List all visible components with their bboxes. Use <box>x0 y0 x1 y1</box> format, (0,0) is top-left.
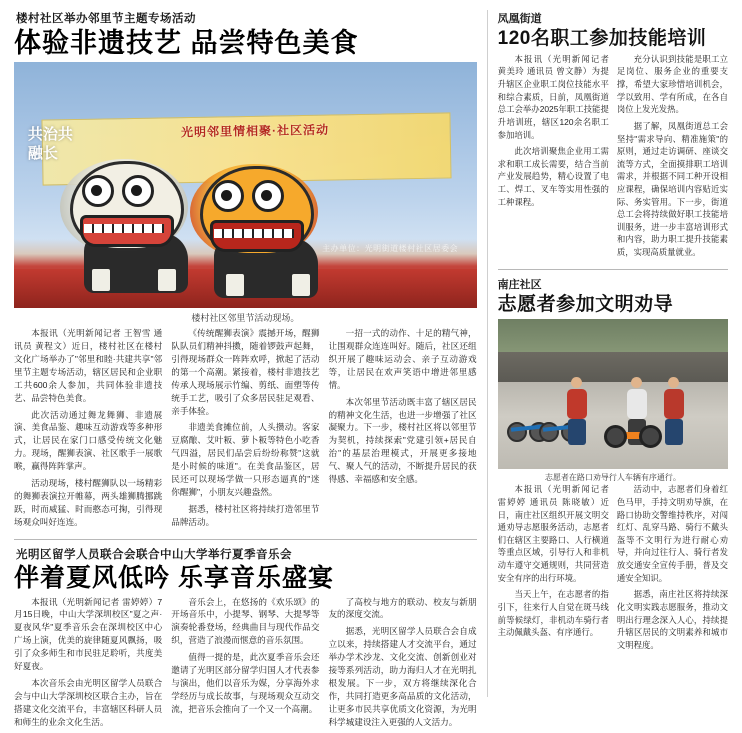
article-body-columns <box>14 327 477 532</box>
article-summer-concert <box>14 546 477 733</box>
body-column-1 <box>498 483 609 655</box>
paragraph: 非遗美食摊位前，人头攒动。客家豆腐酿、艾叶粄、萝卜粄等特色小吃香气四溢，居民们品尝后纷纷称赞"这就是小时候的味道"。在美食品鉴区，居民还可以现场学做一只形态逼真的"迷你醒狮"，小朋友兴趣盎然。 <box>171 422 320 497</box>
person-head <box>571 377 582 388</box>
article-photo-block <box>14 62 477 324</box>
article-headline: 志愿者参加文明劝导 <box>497 293 674 315</box>
article-headline: 体验非遗技艺 品尝特色美食 <box>14 28 359 58</box>
paragraph: 值得一提的是，此次夏季音乐会还邀请了光明区部分留学归国人才代表参与演出，他们以音乐为媒，分享海外求学经历与成长故事，与现场观众互动交流，把音乐会推向了一个又一个高潮。 <box>171 652 320 714</box>
lion-leg <box>224 272 246 298</box>
lion-dance-photo <box>14 62 477 308</box>
paragraph: 本次音乐会由光明区留学人员联合会与中山大学深圳校区联合主办，旨在搭建文化交流平台，丰富辖区科研人员和师生的业余文化生活。 <box>14 677 163 727</box>
paragraph: 本报讯（光明新闻记者 王智雪 通讯员 黄程文）近日，楼村社区在楼村文化广场举办了"邻里和睦·共建共享"邻里节主题专场活动，辖区居民和企业职工共600余人参加，共同体验非遗技艺、品尝特色美食。 <box>14 328 163 403</box>
body-column-1 <box>14 327 162 532</box>
body-column-2 <box>171 596 319 733</box>
right-column <box>487 10 728 697</box>
paragraph: 据悉，楼村社区将持续打造邻里节品牌活动。 <box>171 503 320 527</box>
paragraph: 充分认识到技能是职工立足岗位、服务企业的重要支撑，希望大家珍惜培训机会，学以致用、学有所成，在各自岗位上发光发热。 <box>616 53 728 115</box>
article-kicker: 楼村社区举办邻里节主题专场活动 <box>16 13 196 25</box>
article-kicker: 光明区留学人员联合会联合中山大学举行夏季音乐会 <box>16 548 292 561</box>
lion-costume-white <box>60 143 210 293</box>
left-column <box>14 10 477 727</box>
paragraph: 据了解，凤凰街道总工会坚持"需求导向、精准施策"的原则，通过走访调研、座谈交流等方式，全面摸排职工培训需求，并根据不同工种开设相应课程，确保培训内容贴近实际、务实管用。下一步，街道总工会将持续做好职工技能培训服务，进一步丰富培训形式和内容，助力职工提升技能素质，实现高质量就业。 <box>616 120 728 257</box>
body-column-2 <box>617 483 728 655</box>
paragraph: 活动现场，楼村醒狮队以一场精彩的舞狮表演拉开帷幕，两头雄狮腾挪跳跃，时而威猛、时而憨态可掬，引得现场观众叫好连连。 <box>14 478 163 527</box>
article-nanzhuang-volunteers <box>498 276 728 656</box>
body-column-3 <box>328 596 476 733</box>
paragraph: 一招一式的动作、十足的精气神，让围观群众连连叫好。随后，社区还组织开展了趣味运动会、亲子互动游戏等，让居民在欢声笑语中增进邻里感情。 <box>328 328 477 390</box>
stage-side-text: 共治共融长 <box>27 126 73 162</box>
lion-leg <box>290 272 312 298</box>
person-head <box>631 377 642 388</box>
scooter-wheel <box>639 425 662 448</box>
section-divider <box>14 539 477 540</box>
paragraph: 《传统醒狮表演》震撼开场，醒狮队队员们精神抖擞，随着锣鼓声起舞，引得现场群众一阵阵欢呼，掀起了活动的第一个高潮。紧接着，楼村非遗技艺传承人现场展示竹编、剪纸、面塑等传统手工艺，吸引了众多居民驻足观看、亲手体验。 <box>171 328 320 416</box>
paragraph: 音乐会上，在悠扬的《欢乐颂》的开场音乐中，小提琴、钢琴、大提琴等演奏轮番登场，经典曲目与现代作品交织，营造了浪漫而惬意的音乐氛围。 <box>171 596 320 646</box>
paragraph: 此次培训聚焦企业用工需求和职工成长需要，结合当前产业发展趋势，精心设置了电工、焊工、叉车等实用性强的工种课程。 <box>497 146 609 207</box>
photo-credit: 主办单位：光明街道楼村社区居委会 <box>322 244 459 254</box>
article-kicker: 凤凰街道 <box>497 13 542 25</box>
body-column-2 <box>171 327 319 532</box>
photo-caption: 志愿者在路口劝导行人车辆有序通行。 <box>544 473 681 483</box>
volunteer-person <box>664 377 684 445</box>
lion-eye-left <box>212 180 244 212</box>
person-vest <box>567 389 587 419</box>
lion-eye-right <box>252 180 284 212</box>
lion-teeth <box>214 229 294 238</box>
scooter-wheel <box>604 425 627 448</box>
article-louncun-neighborhood-festival <box>14 10 477 533</box>
article-headline: 伴着夏风低吟 乐享音乐盛宴 <box>14 563 334 592</box>
person-legs <box>568 419 586 445</box>
photo-caption: 楼村社区邻里节活动现场。 <box>191 313 300 324</box>
lion-costume-orange <box>190 148 340 298</box>
body-column-1 <box>14 596 162 733</box>
lion-teeth <box>84 224 164 233</box>
paragraph: 活动中，志愿者们身着红色马甲，手持文明劝导旗，在路口协助交警维持秩序，对闯红灯、乱穿马路、骑行不戴头盔等不文明行为进行耐心劝导，并向过往行人、骑行者发放交通安全宣传手册，普及交通安全知识。 <box>616 484 728 583</box>
article-headline: 120名职工参加技能培训 <box>497 28 707 49</box>
section-divider <box>498 269 728 270</box>
volunteer-person <box>567 377 587 445</box>
body-column-1 <box>498 53 609 263</box>
body-column-2 <box>617 53 728 263</box>
body-column-3 <box>328 327 476 532</box>
lion-leg <box>156 267 178 293</box>
paragraph: 当天上午，在志愿者的指引下，往来行人自觉在斑马线前等候绿灯，非机动车骑行者主动佩戴头盔、有序通行。 <box>497 589 609 638</box>
electric-scooter <box>604 414 664 448</box>
volunteer-street-photo <box>498 319 728 469</box>
stage-banner-text: 光明邻里情相聚·社区活动 <box>180 123 329 140</box>
article-body-columns <box>498 483 728 655</box>
paragraph: 据悉，光明区留学人员联合会自成立以来，持续搭建人才交流平台，通过举办学术沙龙、文化交流、创新创业对接等系列活动，助力海归人才在光明扎根发展。下一步，双方将继续深化合作，共同打造更多高品质的文化活动，让更多市民共享优质文化资源，为光明科学城建设注入更强的人文活力。 <box>328 626 477 727</box>
paragraph: 本报讯（光明新闻记者 雷婷婷 通讯员 陈晓敏）近日，南庄社区组织开展文明交通劝导志愿服务活动，志愿者们在辖区主要路口、人行横道等重点区域，引导行人和非机动车遵守交通规则，共同营造安全有序的出行环境。 <box>497 484 609 583</box>
person-legs <box>665 419 683 445</box>
paragraph: 本报讯（光明新闻记者 黄美玲 通讯员 曾文静）为提升辖区企业职工岗位技能水平和综合素质，日前，凤凰街道总工会举办2025年职工技能提升培训班，辖区120余名职工参加培训。 <box>497 53 609 140</box>
article-body-columns <box>498 53 728 263</box>
paragraph: 据悉，南庄社区将持续深化文明实践志愿服务，推动文明出行理念深入人心，持续提升辖区居民的文明素养和城市文明程度。 <box>616 589 728 650</box>
article-kicker: 南庄社区 <box>497 278 542 291</box>
article-fenghuang-skills-training <box>498 10 728 263</box>
article-body-columns <box>14 596 477 733</box>
paragraph: 了高校与地方的联动、校友与新朋友的深度交流。 <box>328 596 477 620</box>
lion-leg <box>90 267 112 293</box>
person-head <box>668 377 679 388</box>
paragraph: 此次活动通过舞龙舞狮、非遗展演、美食品鉴、趣味互动游戏等多种形式，让居民在家门口感受传统文化魅力。现场，醒狮表演、社区歌手一展歌喉，赢得阵阵掌声。 <box>14 409 163 472</box>
person-vest <box>664 389 684 419</box>
paragraph: 本报讯（光明新闻记者 雷婷婷）7月15日晚，中山大学深圳校区"夏之声·夏夜风华"夏季音乐会在深圳校区中心广场上演，优美的旋律随夏风飘扬，吸引了众多师生和市民驻足聆听，共度美好夏夜。 <box>14 596 163 672</box>
paragraph: 本次邻里节活动既丰富了辖区居民的精神文化生活，也进一步增强了社区凝聚力。下一步，楼村社区将以邻里节为契机，持续探索"党建引领+居民自治"的基层治理模式，开展更多接地气、聚人气的活动，不断提升居民的获得感、幸福感和安全感。 <box>328 396 477 485</box>
